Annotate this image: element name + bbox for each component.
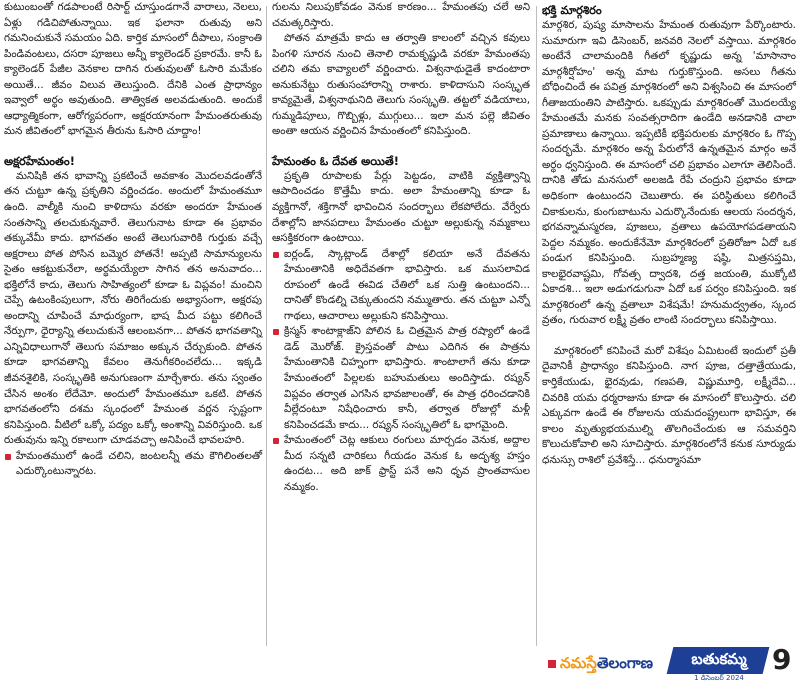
intro-paragraph: కుటుంబంతో గడపాలంటే రిసార్ట్ చూస్తుండగానే వారాలు, నెలలు, ఏళ్లు గడిచిపోతున్నాయి. ఇక ఫలానా రుతువు అని గమనించుకునే సమయం ఏది. కార్తిక మాసంలో దీపాలు, సంక్రాంతి పిండివంటలు, దసరా పూజలు అన్నీ క్యాలెండర్ ప్రకారమే. కానీ ఓ క్యాలెండర్ పేజీల వెనకాల దాగిన రుతువులతో ఓసారి మమేకం అయితే... జీవం విలువ తెలుస్తుంది. దేనికి ఎంత ప్రాధాన్యం ఇవ్వాలో అర్థం అవుతుంది. తాత్వికత అలవడుతుంది. అందుకే ఆధ్యాత్మికంగా, ఆరోగ్యపరంగా, అక్షరయానంగా హేమంతరుతువు మన జీవితంలో భాగమైన తీరును ఓసారి చూద్దాం! <box>4 1 262 138</box>
bullet-item: హేమంతములో ఉండే చలిని, జంటలన్నీ తమ కౌగిలింతలతో ఎదుర్కొంటున్నారట. <box>4 449 262 480</box>
bullet-list <box>272 247 530 496</box>
column-divider <box>266 6 267 646</box>
section-name: బతుకమ్మ <box>691 650 747 668</box>
square-bullet-icon <box>548 660 556 668</box>
paragraph: పోతన మాత్రమే కాదు ఆ తర్వాతి కాలంలో వచ్చిన కవులు పింగళి సూరన నుంచి తెనాలి రామకృష్ణుడి వరకూ హేమంతపు చలిని తమ కావ్యాలలో వర్ణించారు. విశ్వనాథుడైతే కాదంటారా అనుకునేట్టు రుతుసంహారాన్ని రాశారు. కాళిదాసుని సంస్కృత కావ్యమైతే, విశ్వనాథునిది తెలుగు సంస్కృతి. తట్టలో వడియాలు, గుమ్మడిపూలు, గొబ్బిళ్లు, ముగ్గులు... ఇలా మన పల్లె జీవితం అంతా ఆయన వర్ణించిన హేమంతంలో కనిపిస్తుంది. <box>272 32 530 138</box>
page-footer <box>548 645 798 685</box>
bullet-item: ఐర్లండ్, స్కాట్లాండ్ దేశాల్లో కలియా అనే దేవతను హేమంతానికి అధిదేవతగా భావిస్తారు. ఒక ముసలావిడ రూపంలో ఉండే ఈవిడ చేతిలో ఒక సుత్తి ఉంటుందని... దానితో కొండల్ని చెక్కుతుందని నమ్ముతారు. తన చుట్టూ ఎన్నో గాథలు, ఆచారాలు అల్లుకుని కనిపిస్తాయి. <box>272 247 530 325</box>
issue-date: 1 డిసెంబర్ 2024 <box>694 674 744 682</box>
article-column-2 <box>272 0 530 495</box>
paragraph: ప్రకృతి రూపాలకు పేర్లు పెట్టడం, వాటికి వ్యక్తిత్వాన్ని ఆపాదించడం కొత్తేమీ కాదు. అలా హేమంతాన్ని కూడా ఓ వ్యక్తిగానో, శక్తిగానో భావించిన సందర్భాలు లేకపోలేదు. వేర్వేరు దేశాల్లోని జానపదాలు హేమంతం చుట్టూ అల్లుకున్న నమ్మకాలు ఆసక్తికరంగా ఉంటాయి. <box>272 169 530 245</box>
bullet-item: క్రిస్మస్ శాంటాక్లాజ్‌ని పోలిన ఓ చిత్రమైన పాత్ర రష్యాలో ఉండే డెడ్ మొరోజ్. క్రైస్తవంతో పాటు ఎదిగిన ఈ పాత్రను హేమంతానికి చిహ్నంగా భావిస్తారు. శాంటాలాగే తను కూడా హేమంతంలో పిల్లలకు బహుమతులు అందిస్తాడు. రష్యన్ విప్లవం తర్వాత ఎగసిన భావజాలంతో, ఈ పాత్ర ధరించడానికి వీల్లేదంటూ నిషేధించారు కానీ, తర్వాత రోజుల్లో మళ్లీ కనిపించడమే కాదు... రష్యన్ సంస్కృతిలో ఓ భాగమైంది. <box>272 324 530 433</box>
subheading-hemantham-devata: హేమంతం ఓ దేవత అయితే! <box>272 153 399 168</box>
article-column-3 <box>542 0 796 468</box>
paragraph: గులను నిలుపుకోవడం వెనుక కారణం... హేమంతపు చలే అని చమత్కరిస్తారు. <box>272 1 530 29</box>
page-number: 9 <box>772 643 792 676</box>
paragraph: మనిషికి తన భావాన్ని ప్రకటించే అవకాశం మొదలవడంతోనే తన చుట్టూ ఉన్న ప్రకృతిని వర్ణించడం. అందులో హేమంతమూ ఉంది. వాల్మీకి నుంచి కాళిదాసు వరకూ అందరూ హేమంత సంతసాన్ని తలచుకున్నవారే. తెలుగునాట కూడా ఈ ప్రభావం తక్కువేమీ కాదు. భాగవతం అంటే తెలుగువారికి గుర్తుకు వచ్చే అక్షరాలు పోత పోసిన బమ్మెర పోతనే! అప్పటి సామాన్యులను సైతం ఆకట్టుకునేలా, అర్థమయ్యేలా సాగిన తన అనువాదం... భక్తిలోనే కాదు, తెలుగు సాహిత్యంలో కూడా ఓ విప్లవం! మంచిని చెప్పే ఉటంకింపులుగా, నోరు తిరిగేందుకు అభ్యాసంగా, అక్షరపు అందాన్ని చూపించే మాధుర్యంగా, భాష మీద పట్టు కలిగించే నేర్పుగా, ధైర్యాన్ని తలుచుకునే ఆలంబనగా... పోతన భాగవతాన్ని ఎన్నివిధాలుగానో తెలుగు సమాజం అక్కున చేర్చుకుంది. పోతన కూడా భాగవతాన్ని కేవలం తెనుగీకరించలేదు... ఇక్కడి జీవనశైలికి, సంస్కృతికి అనుగుణంగా మార్చేశారు. తను స్వంతం చేసిన అంశం లేదేమో. అందులో హేమంతమూ ఒకటి. పోతన భాగవతంలోని దశమ స్కంధంలో హేమంత వర్ణన స్పష్టంగా కనిపిస్తుంది. వీటిలో ఒక్కో పద్యం ఒక్కో అంశాన్ని వివరిస్తుంది. ఒక రుతువును ఇన్ని రకాలుగా చూడవచ్చా అనిపించే భావలహరి. <box>4 169 262 447</box>
bullet-item: హేమంతంలో చెట్ల ఆకులు రంగులు మార్చడం వెనుక, అద్దాల మీద సన్నటి చారికలు గీయడం వెనుక ఓ అదృశ్య హస్తం ఉందట... అది జాక్ ఫ్రాస్ట్ పనే అని ధృవ ప్రాంతవాసుల నమ్మకం. <box>272 433 530 495</box>
newspaper-brand: నమస్తేతెలంగాణ <box>560 654 654 672</box>
paragraph: మార్గశిర, పుష్య మాసాలను హేమంత రుతువుగా పేర్కొంటారు. సుమారుగా ఇవి డిసెంబర్, జనవరి నెలలో వస్తాయి. మార్గశిరం అంటేనే చాలామందికి గీతలో కృష్ణుడు అన్న 'మాసానాం మార్గశీర్షోహం' అన్న మాట గుర్తుకొస్తుంది. అసలు గీతను బోధించిందే ఈ పవిత్ర మార్గశిరంలో అని విశ్వసించి ఈ మాసంలో గీతాజయంతిని పాటిస్తారు. ఒకప్పుడు మార్గశిరంతో మొదలయ్యే హేమంతమే మనకు సంవత్సరాదిగా ఉండేది అనడానికి చాలా ప్రమాణాలు ఉన్నాయి. ఇప్పటికీ భక్తిపరులకు మార్గశిరం ఓ గొప్ప సందర్భమే. మార్గశిరం అన్న పేరులోనే ఉన్నతమైన మార్గం అనే అర్థం ధ్వనిస్తుంది. ఈ మాసంలో చలి ప్రభావం ఎలాగూ తెలిసిందే. దానికి తోడు మనసులో అలజడి రేపే చంద్రుని ప్రభావం కూడా అధికంగా ఉంటుందని చెబుతారు. ఈ పరిస్థితులు కలిగించే చికాకులను, కుంగుబాటును ఎదుర్కొనేందుకు ఆలయ సందర్శన, భగవన్నామస్మరణ, పూజలు, వ్రతాలు ఉపయోగపడతాయని పెద్దల నమ్మకం. అందుకేనేమో మార్గశిరంలో ప్రతిరోజూ ఏదో ఒక పండుగ కనిపిస్తుంది. సుబ్రహ్మణ్య షష్ఠి, మిత్రసప్తమి, కాలభైరవాష్టమి, గోవత్స ద్వాదశి, దత్త జయంతి, ముక్కోటి ఏకాదశి... ఇలా అడుగడుగునా ఏదో ఒక పర్వం కనిపిస్తుంది. ఇక మార్గశిరంలో ఉన్న వ్రతాలూ విశేషమే! హనుమద్వ్రతం, స్కంద వ్రతం, గురువార లక్ష్మీ వ్రతం లాంటి సందర్భాలు కనిపిస్తాయి. <box>542 19 796 327</box>
column-divider <box>536 6 537 646</box>
paragraph: మార్గశిరంలో కనిపించే మరో విశేషం ఏమిటంటే ఇందులో ప్రతీ దైవానికీ ప్రాధాన్యం కనిపిస్తుంది. నాగ పూజ, దత్తాత్రేయుడు, కార్తికేయుడు, భైరవుడు, గణపతి, విష్ణుమూర్తి, లక్ష్మీదేవి... చివరికి యమ ధర్మరాజును కూడా ఈ మాసంలో కొలుస్తారు. చలి ఎక్కువగా ఉండే ఈ రోజులను యమదంష్ట్రలుగా భావిస్తూ, ఈ కాలం మృత్యుభయముల్ని తొలగించేందుకు ఆ సమవర్తిని కొలుచుకోవాలి అని సూచిస్తారు. మార్గశిరంలోనే కనుక సూర్యుడు ధనుస్సు రాశిలో ప్రవేశిస్తే... ధనుర్మాసమా <box>542 344 796 466</box>
article-column-1 <box>4 0 262 480</box>
bullet-list <box>4 449 262 480</box>
subheading-bhakti-margasiram: భక్తి మార్గశిరం <box>542 3 602 17</box>
subheading-akshara-hemantham: అక్షరహేమంతం! <box>4 153 75 168</box>
